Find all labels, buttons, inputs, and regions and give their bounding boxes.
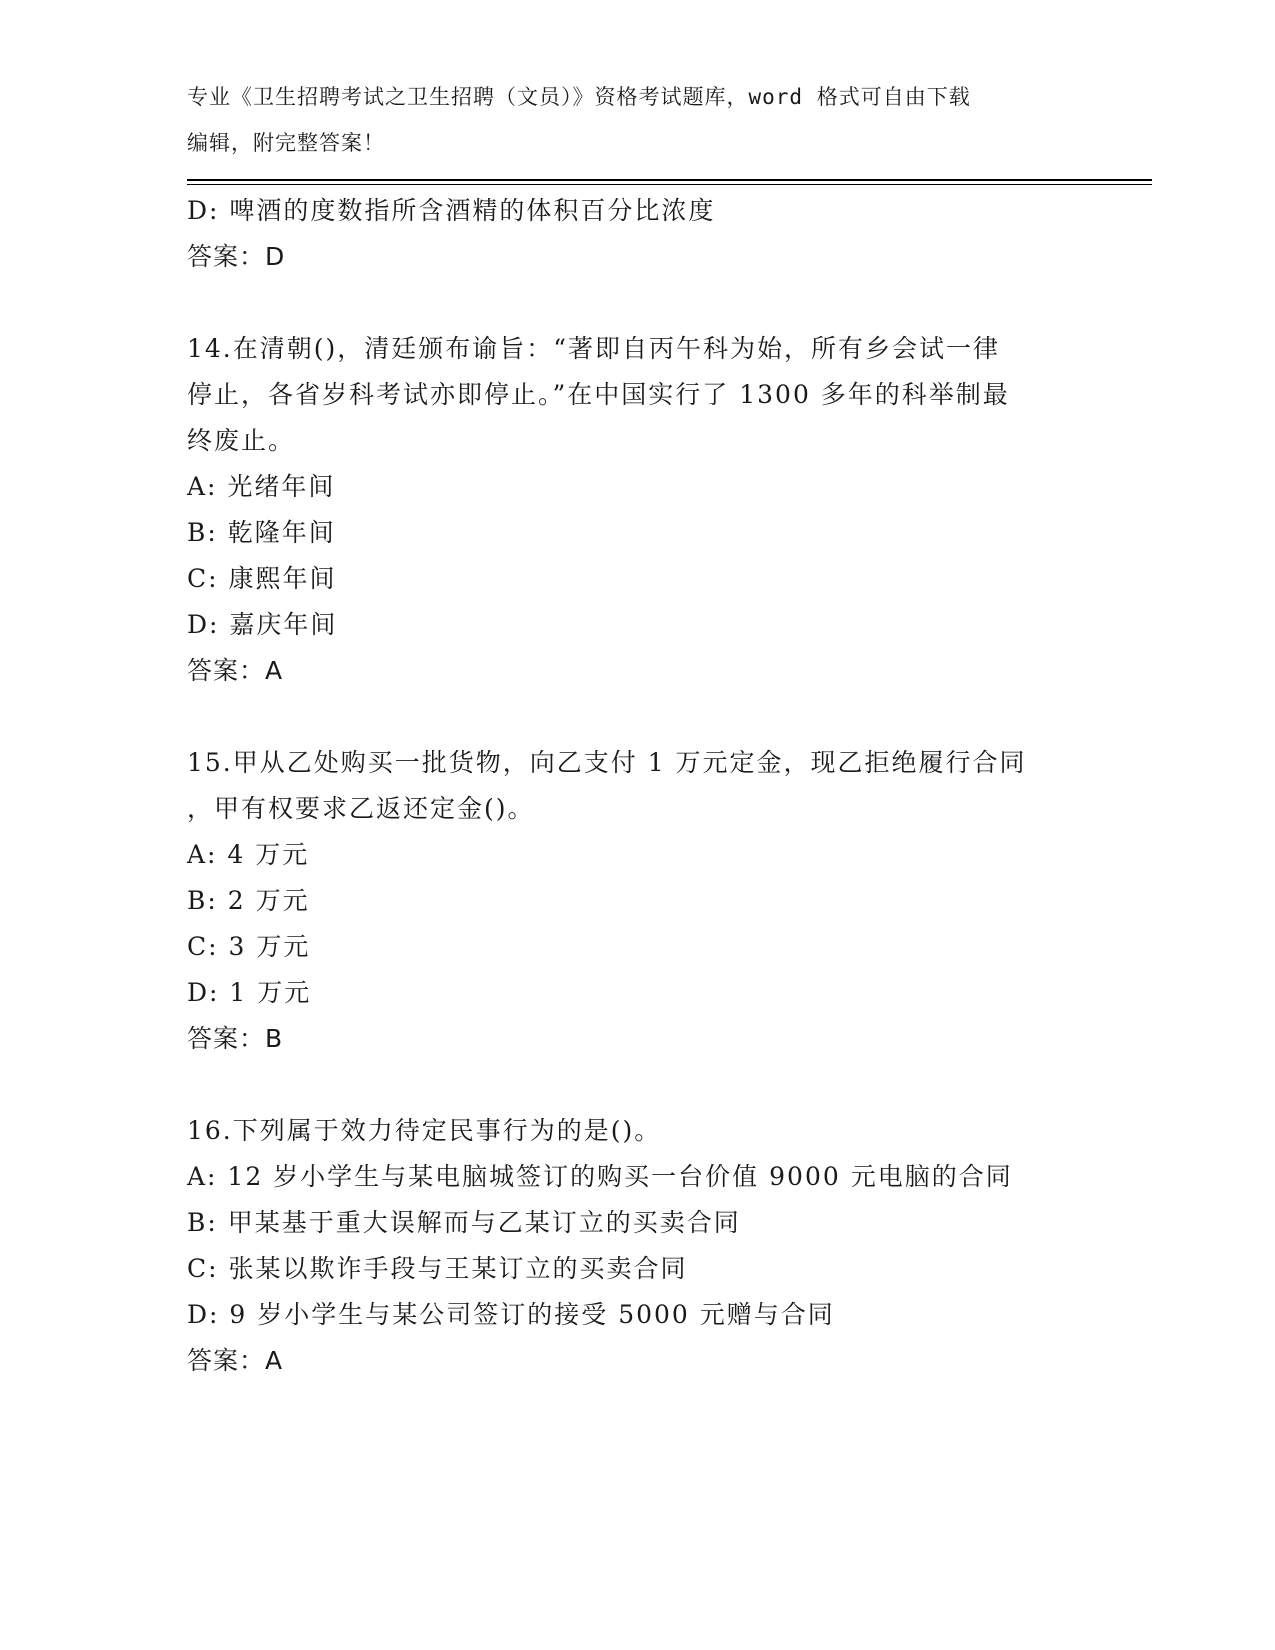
option-b: B: 乾隆年间 xyxy=(187,518,336,547)
option-d: D: 嘉庆年间 xyxy=(187,610,338,639)
question-stem-line: 15.甲从乙处购买一批货物，向乙支付 1 万元定金，现乙拒绝履行合同 xyxy=(187,748,1027,777)
header-line-2: 编辑，附完整答案！ xyxy=(187,131,385,155)
question-stem-line: ，甲有权要求乙返还定金()。 xyxy=(187,794,535,823)
header-line-1: 专业《卫生招聘考试之卫生招聘（文员）》资格考试题库，word 格式可自由下载 xyxy=(187,85,971,109)
option-c: C: 张某以欺诈手段与王某订立的买卖合同 xyxy=(187,1254,688,1283)
option-b: B: 甲某基于重大误解而与乙某订立的买卖合同 xyxy=(187,1208,741,1237)
question-stem-line: 终废止。 xyxy=(187,426,296,455)
answer: 答案：D xyxy=(187,242,286,271)
answer: 答案：B xyxy=(187,1024,284,1053)
option-a: A: 12 岁小学生与某电脑城签订的购买一台价值 9000 元电脑的合同 xyxy=(187,1162,1013,1191)
answer: 答案：A xyxy=(187,656,284,685)
option-d: D: 9 岁小学生与某公司签订的接受 5000 元赠与合同 xyxy=(187,1300,835,1329)
option-a: A: 光绪年间 xyxy=(187,472,336,501)
question-16 xyxy=(187,1108,1087,1384)
spacer xyxy=(187,1062,1087,1108)
question-stem-line: 16.下列属于效力待定民事行为的是()。 xyxy=(187,1116,662,1145)
option-d: D: 1 万元 xyxy=(187,978,312,1007)
document-header xyxy=(187,74,1087,166)
option-d: D: 啤酒的度数指所含酒精的体积百分比浓度 xyxy=(187,196,716,225)
question-stem-line: 14.在清朝()，清廷颁布谕旨：“著即自丙午科为始，所有乡会试一律 xyxy=(187,334,1001,363)
option-c: C: 康熙年间 xyxy=(187,564,337,593)
header-divider-thin xyxy=(187,184,1152,185)
option-c: C: 3 万元 xyxy=(187,932,311,961)
question-14 xyxy=(187,326,1087,694)
question-stem-line: 停止，各省岁科考试亦即停止。”在中国实行了 1300 多年的科举制最 xyxy=(187,380,1010,409)
option-b: B: 2 万元 xyxy=(187,886,310,915)
header-divider-thick xyxy=(187,179,1152,181)
question-13-tail xyxy=(187,188,1087,280)
answer: 答案：A xyxy=(187,1346,284,1375)
spacer xyxy=(187,280,1087,326)
spacer xyxy=(187,694,1087,740)
option-a: A: 4 万元 xyxy=(187,840,310,869)
question-list xyxy=(187,188,1087,1384)
question-15 xyxy=(187,740,1087,1062)
